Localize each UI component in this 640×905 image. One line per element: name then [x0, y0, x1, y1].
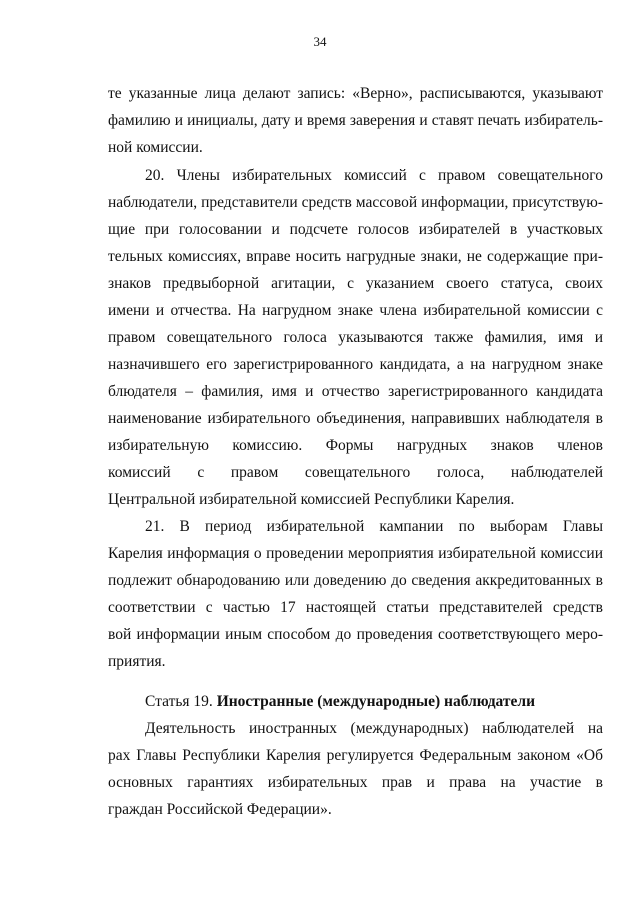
text-line: назначившего его зарегистрированного кандидата, а на нагрудном знаке	[108, 356, 603, 373]
article-number: Статья 19.	[145, 693, 217, 710]
text-line: фамилию и инициалы, дату и время заверения и ставят печать избиратель-	[108, 112, 603, 129]
text-line: рах Главы Республики Карелия регулируется Федеральным законом «Об	[108, 747, 603, 764]
text-line: наблюдатели, представители средств массовой информации, присутствую-	[108, 194, 603, 211]
text-line: подлежит обнародованию или доведению до сведения аккредитованных в	[108, 572, 603, 589]
text-line: граждан Российской Федерации».	[108, 801, 332, 818]
text-line: Центральной избирательной комиссией Республики Карелия.	[108, 491, 515, 508]
text-line: знаков предвыборной агитации, с указанием своего статуса, своих	[108, 275, 603, 292]
text-line: ной комиссии.	[108, 139, 203, 156]
text-line: щие при голосовании и подсчете голосов избирателей в участковых	[108, 221, 603, 238]
text-line: имени и отчества. На нагрудном знаке члена избирательной комиссии с	[108, 302, 603, 319]
text-line: блюдателя – фамилия, имя и отчество зарегистрированного кандидата	[108, 383, 603, 400]
text-line: 20. Члены избирательных комиссий с правом совещательного	[145, 167, 603, 184]
text-line: тельных комиссиях, вправе носить нагрудные знаки, не содержащие при-	[108, 248, 603, 265]
text-line: правом совещательного голоса указываются также фамилия, имя и	[108, 329, 603, 346]
article-title: Иностранные (международные) наблюдатели	[216, 693, 536, 710]
text-line: основных гарантиях избирательных прав и права на участие в	[108, 774, 603, 791]
text-line: избирательную комиссию. Формы нагрудных знаков членов	[108, 437, 603, 454]
text-line: Карелия информация о проведении мероприятия избирательной комиссии	[108, 545, 603, 562]
article-heading	[145, 692, 603, 712]
text-line: комиссий с правом совещательного голоса, наблюдателей	[108, 464, 603, 481]
text-line: вой информации иным способом до проведения соответствующего меро-	[108, 626, 603, 643]
text-line: 21. В период избирательной кампании по выборам Главы	[145, 518, 603, 535]
page-number: 34	[313, 34, 327, 49]
text-line: те указанные лица делают запись: «Верно», расписываются, указывают	[108, 85, 603, 102]
text-line: наименование избирательного объединения, направивших наблюдателя в	[108, 410, 603, 427]
text-line: приятия.	[108, 653, 166, 670]
text-line: Деятельность иностранных (международных) наблюдателей на	[145, 720, 603, 737]
text-line: соответствии с частью 17 настоящей статьи представителей средств	[108, 599, 603, 616]
